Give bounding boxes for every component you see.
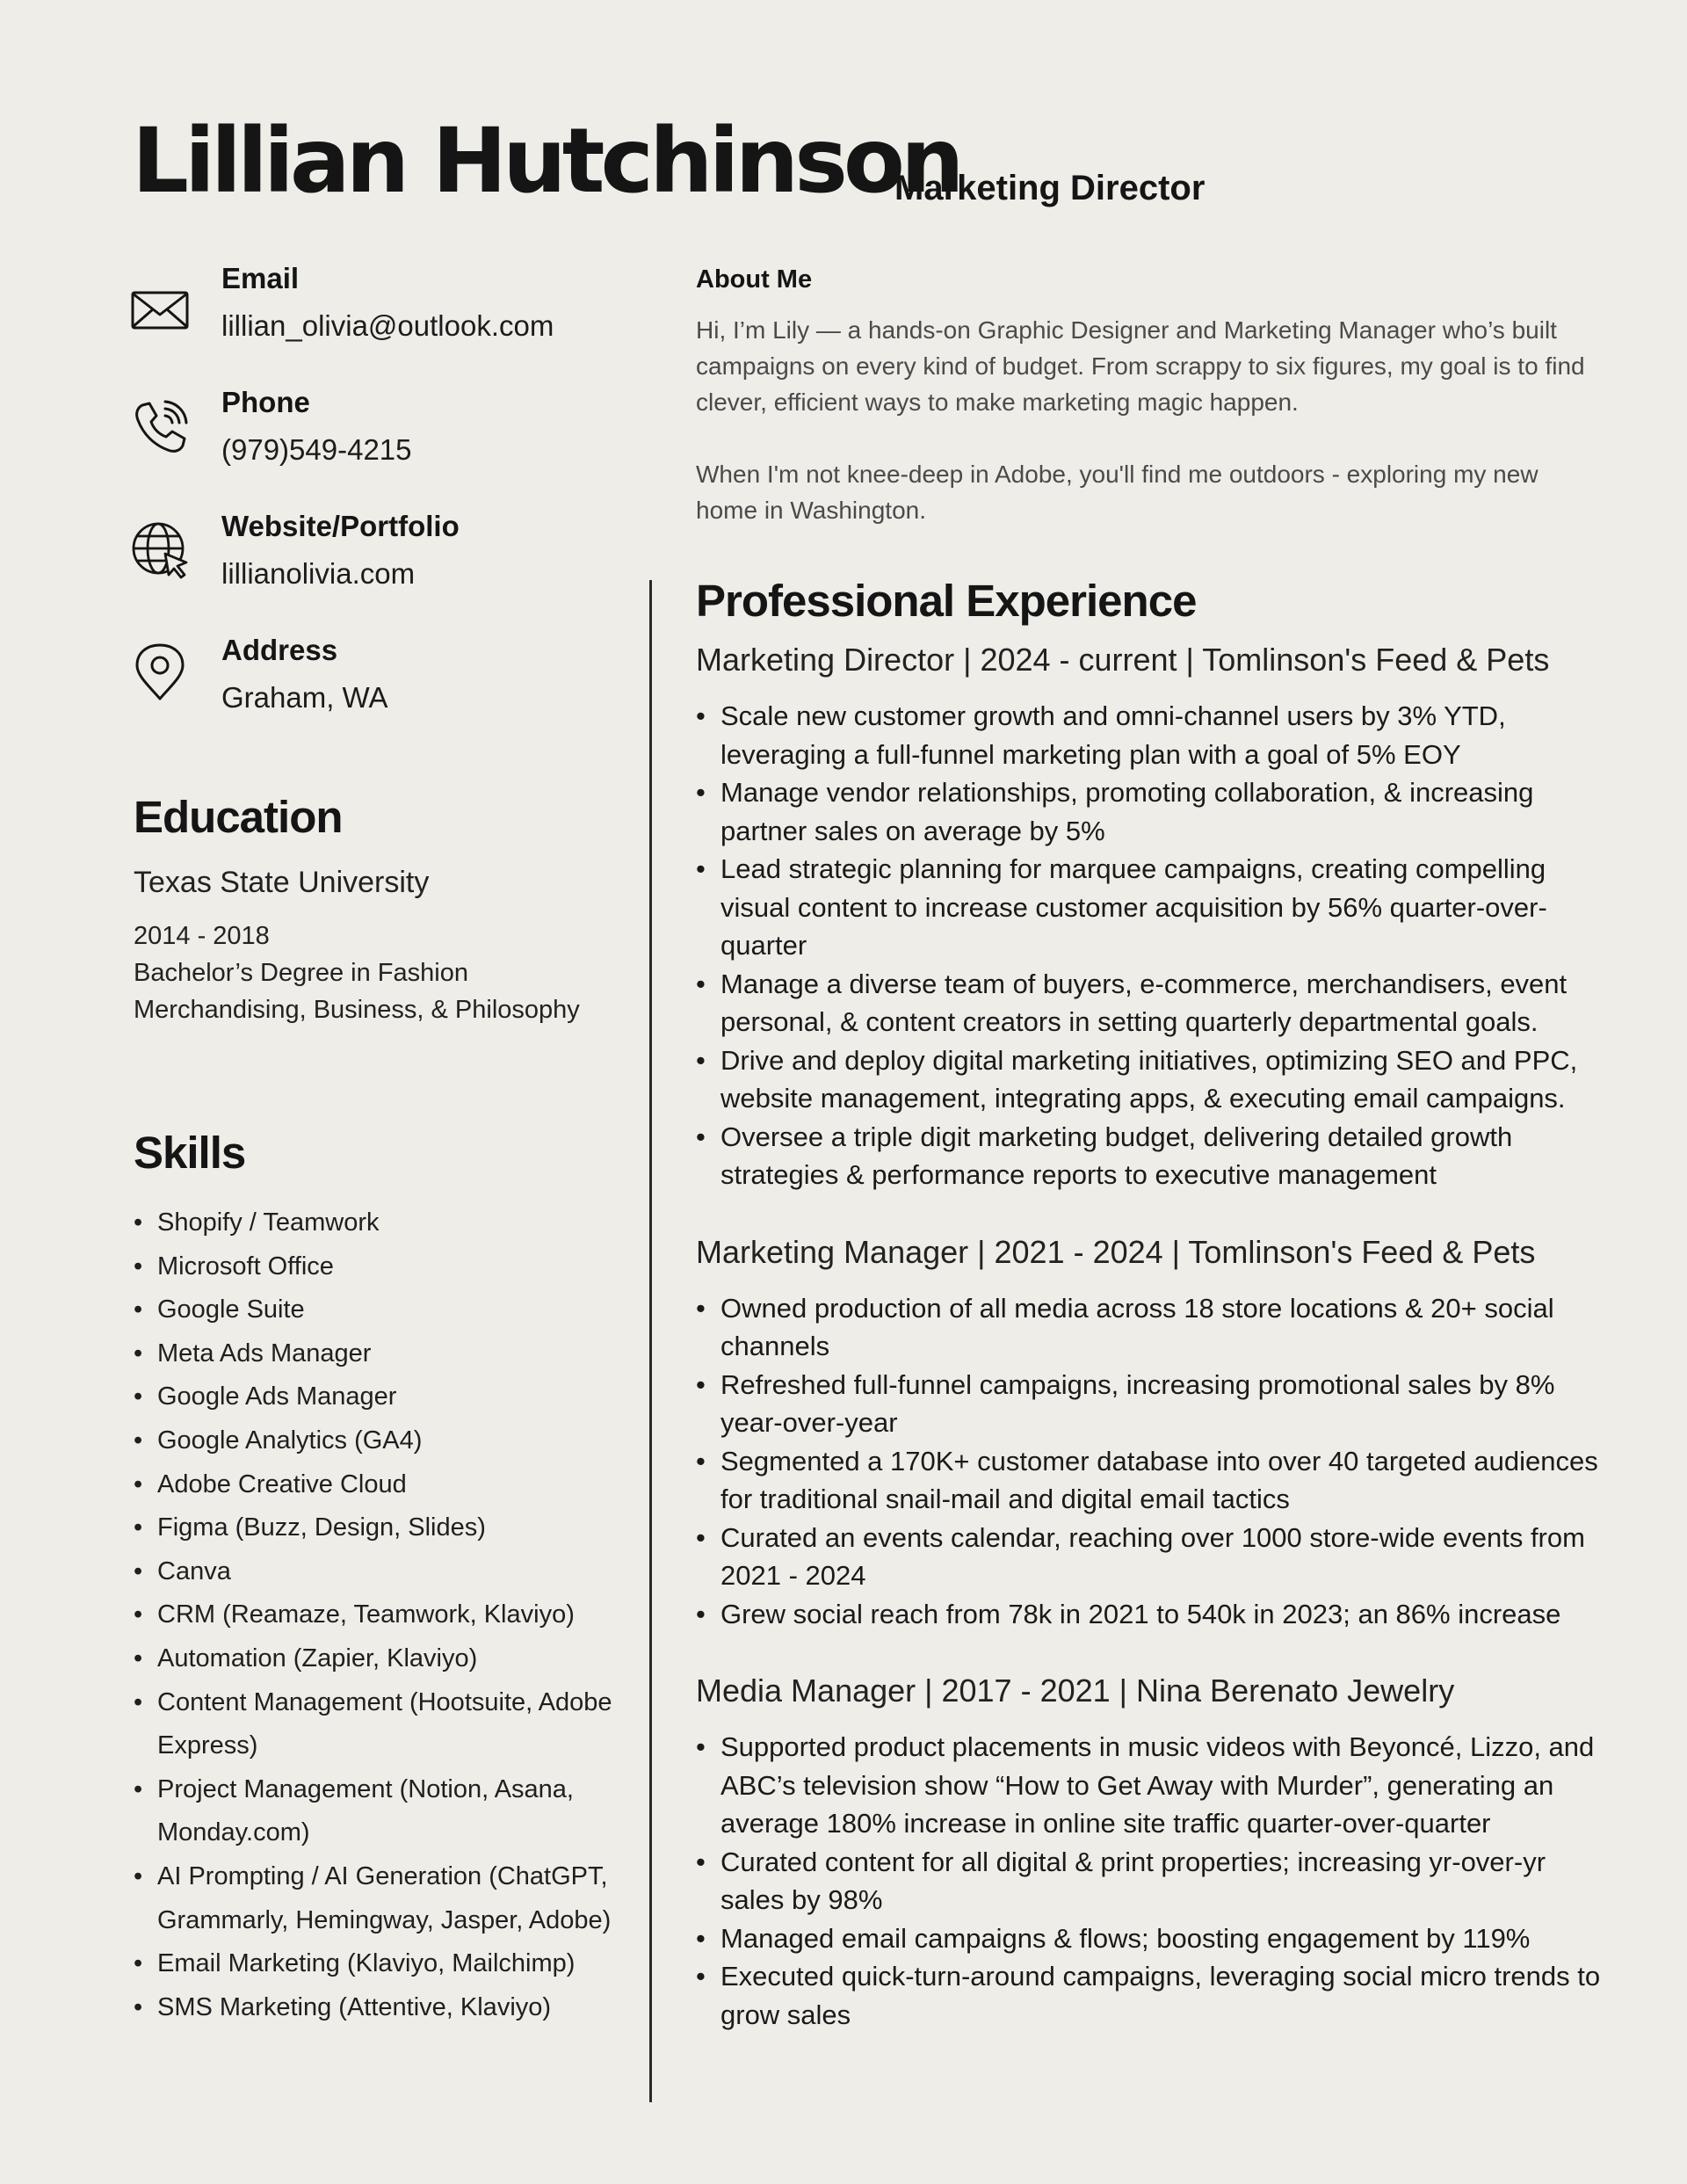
education-years: 2014 - 2018 bbox=[134, 922, 270, 950]
job-bullet: • Managed email campaigns & flows; boosting engagement by 119% bbox=[696, 1919, 1601, 1958]
experience-heading: Professional Experience bbox=[696, 576, 1197, 626]
education-heading: Education bbox=[134, 792, 343, 842]
contact-address bbox=[130, 634, 657, 758]
skills-list bbox=[134, 1201, 626, 2029]
skill-item: • Figma (Buzz, Design, Slides) bbox=[134, 1506, 626, 1550]
job-bullet: • Grew social reach from 78k in 2021 to 540k in 2023; an 86% increase bbox=[696, 1595, 1601, 1634]
job-bullet: • Executed quick-turn-around campaigns, leveraging social micro trends to grow sales bbox=[696, 1957, 1601, 2034]
envelope-icon bbox=[130, 279, 190, 339]
job-bullet: • Oversee a triple digit marketing budget, delivering detailed growth strategies & performance reports to executive management bbox=[696, 1118, 1601, 1194]
skill-item: • AI Prompting / AI Generation (ChatGPT, Grammarly, Hemingway, Jasper, Adobe) bbox=[134, 1855, 626, 1942]
email-value: lillian_olivia@outlook.com bbox=[221, 309, 554, 342]
skill-item: • SMS Marketing (Attentive, Klaviyo) bbox=[134, 1986, 626, 2030]
job-bullet: • Segmented a 170K+ customer database into over 40 targeted audiences for traditional snail-mail and digital email tactics bbox=[696, 1442, 1601, 1519]
contact-label: Phone bbox=[221, 386, 310, 418]
phone-icon bbox=[130, 398, 190, 458]
job-bullets bbox=[696, 1289, 1601, 1634]
experience-section bbox=[696, 575, 1601, 2034]
skill-item: • Adobe Creative Cloud bbox=[134, 1463, 626, 1507]
contact-website bbox=[130, 510, 657, 634]
globe-cursor-icon bbox=[130, 520, 190, 580]
skill-item: • Microsoft Office bbox=[134, 1245, 626, 1289]
skill-item: • Meta Ads Manager bbox=[134, 1332, 626, 1376]
degree: Bachelor’s Degree in Fashion Merchandising, Business, & Philosophy bbox=[134, 959, 580, 1024]
job-entry bbox=[696, 1231, 1601, 1634]
column-divider bbox=[649, 580, 652, 2102]
school-name: Texas State University bbox=[134, 866, 430, 899]
candidate-title: Marketing Director bbox=[894, 169, 1206, 207]
website-value[interactable]: lillianolivia.com bbox=[221, 557, 416, 590]
skill-item: • Canva bbox=[134, 1550, 626, 1594]
job-bullet: • Curated an events calendar, reaching over 1000 store-wide events from 2021 - 2024 bbox=[696, 1519, 1601, 1595]
job-bullets bbox=[696, 1728, 1601, 2034]
about-paragraph: Hi, I’m Lily — a hands-on Graphic Designer and Marketing Manager who’s built campaigns on every kind of budget. From scrappy to six figures, my goal is to find clever, efficient ways to make marketing magic happen. bbox=[696, 316, 1585, 416]
contact-label: Address bbox=[221, 634, 338, 666]
skill-item: • Shopify / Teamwork bbox=[134, 1201, 626, 1245]
skill-item: • Project Management (Notion, Asana, Monday.com) bbox=[134, 1768, 626, 1855]
about-heading: About Me bbox=[696, 265, 813, 294]
skill-item: • Content Management (Hootsuite, Adobe Express) bbox=[134, 1681, 626, 1768]
job-header: Marketing Director | 2024 - current | Tomlinson's Feed & Pets bbox=[696, 642, 1550, 678]
job-bullet: • Manage a diverse team of buyers, e-commerce, merchandisers, event personal, & content creators in setting quarterly departmental goals. bbox=[696, 965, 1601, 1041]
skill-item: • Google Ads Manager bbox=[134, 1375, 626, 1419]
skill-item: • Automation (Zapier, Klaviyo) bbox=[134, 1637, 626, 1681]
job-bullets bbox=[696, 697, 1601, 1194]
about-paragraph: When I'm not knee-deep in Adobe, you'll find me outdoors - exploring my new home in Washington. bbox=[696, 461, 1539, 524]
job-bullet: • Manage vendor relationships, promoting collaboration, & increasing partner sales on average by 5% bbox=[696, 773, 1601, 850]
skill-item: • CRM (Reamaze, Teamwork, Klaviyo) bbox=[134, 1593, 626, 1637]
about-section bbox=[696, 265, 1601, 528]
skill-item: • Email Marketing (Klaviyo, Mailchimp) bbox=[134, 1942, 626, 1986]
contact-phone bbox=[130, 386, 657, 510]
job-bullet: • Supported product placements in music videos with Beyoncé, Lizzo, and ABC’s television show “How to Get Away with Murder”, generating an average 180% increase in online site traffic quarter-over-quarter bbox=[696, 1728, 1601, 1843]
education-section bbox=[134, 791, 608, 1028]
contact-section bbox=[130, 262, 657, 758]
candidate-name: Lillian Hutchinson bbox=[132, 109, 960, 214]
job-entry bbox=[696, 1670, 1601, 2034]
job-bullet: • Curated content for all digital & print properties; increasing yr-over-yr sales by 98% bbox=[696, 1843, 1601, 1919]
job-bullet: • Refreshed full-funnel campaigns, increasing promotional sales by 8% year-over-year bbox=[696, 1366, 1601, 1442]
skills-heading: Skills bbox=[134, 1128, 246, 1178]
job-header: Media Manager | 2017 - 2021 | Nina Berenato Jewelry bbox=[696, 1672, 1455, 1709]
address-value: Graham, WA bbox=[221, 681, 388, 714]
contact-email bbox=[130, 262, 657, 386]
skill-item: • Google Suite bbox=[134, 1288, 626, 1332]
phone-value: (979)549-4215 bbox=[221, 433, 412, 466]
job-header: Marketing Manager | 2021 - 2024 | Tomlinson's Feed & Pets bbox=[696, 1233, 1536, 1270]
skill-item: • Google Analytics (GA4) bbox=[134, 1419, 626, 1463]
contact-label: Website/Portfolio bbox=[221, 510, 460, 542]
job-bullet: • Drive and deploy digital marketing initiatives, optimizing SEO and PPC, website management, integrating apps, & executing email campaigns. bbox=[696, 1041, 1601, 1118]
map-pin-icon bbox=[130, 642, 190, 702]
job-bullet: • Scale new customer growth and omni-channel users by 3% YTD, leveraging a full-funnel marketing plan with a goal of 5% EOY bbox=[696, 697, 1601, 773]
contact-label: Email bbox=[221, 262, 300, 294]
job-entry bbox=[696, 639, 1601, 1194]
job-bullet: • Lead strategic planning for marquee campaigns, creating compelling visual content to increase customer acquisition by 56% quarter-over-quarter bbox=[696, 850, 1601, 965]
skills-section bbox=[134, 1127, 626, 2029]
job-bullet: • Owned production of all media across 18 store locations & 20+ social channels bbox=[696, 1289, 1601, 1366]
